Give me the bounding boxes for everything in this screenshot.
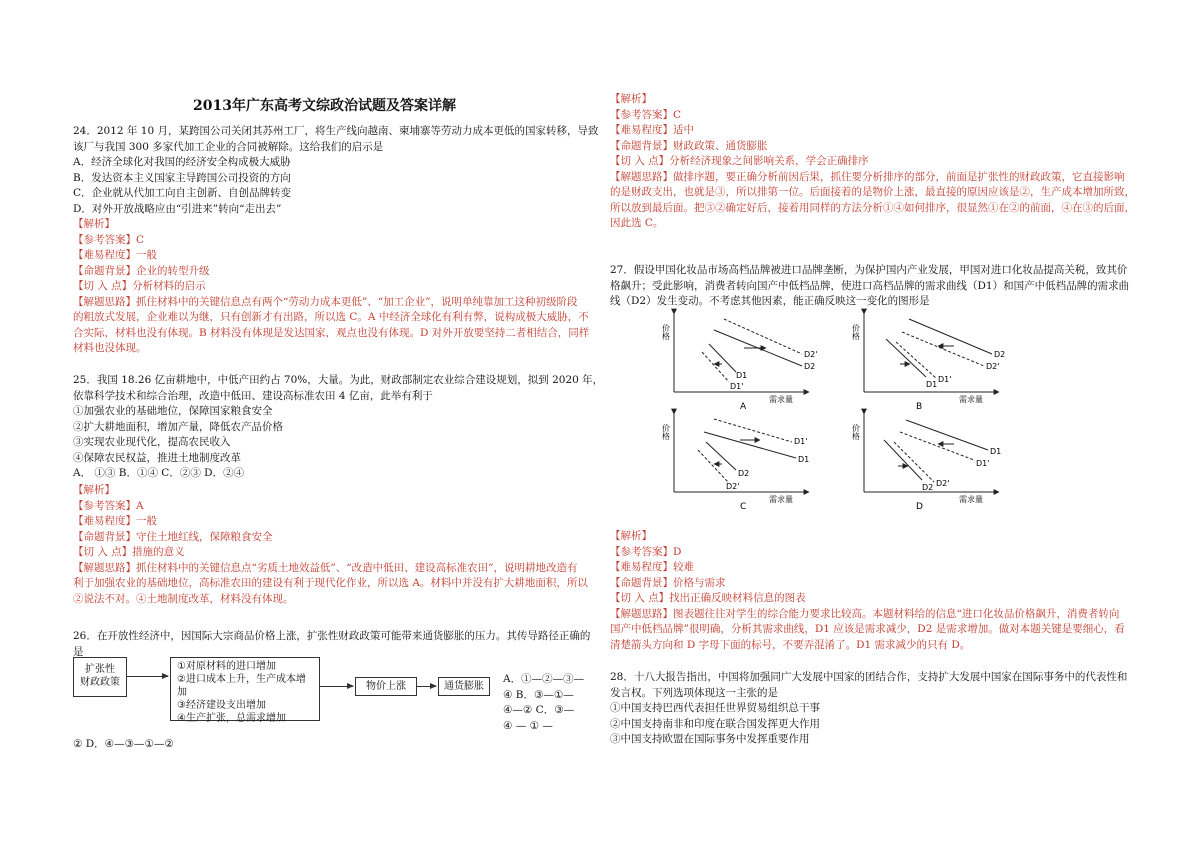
flow-start-line1: 扩张性 — [85, 664, 115, 675]
graph-c-ylabel: 价格 — [661, 424, 671, 440]
graph-d-curve-4: D2' — [936, 479, 950, 488]
text-line: ②说法不对。④土地制度改革，材料没有体现。 — [73, 592, 294, 605]
text-line: 合实际，材料也没有体现。B 材料没有体现是发达国家，观点也没有体现。D 对外开放要坚持二者相结合，同样 — [73, 326, 590, 339]
graph-b-curve-1: D2 — [994, 350, 1006, 359]
text-line: 【命题背景】财政政策、通货膨胀 — [610, 139, 768, 152]
flow-mid-label: 物价上涨 — [366, 681, 406, 692]
graph-d-curve-3: D2 — [922, 483, 934, 492]
text-line: 发言权。下列选项体现这一主张的是 — [610, 686, 778, 699]
flow-start-box — [73, 657, 127, 697]
text-line: 【参考答案】C — [73, 233, 145, 246]
text-line: 依靠科学技术和综合治理，改造中低田、建设高标准农田 4 亿亩，此举有利于 — [73, 389, 433, 402]
graph-d-curve-2: D1' — [976, 459, 990, 468]
flow-item-2: ②进口成本上升，生产成本增加 — [177, 674, 306, 698]
text-line: 【解题思路】抓住材料中的关键信息点“劣质土地效益低”、“改造中低田、建设高标准农田”，说明耕地改造有 — [73, 561, 578, 574]
flow-end-label: 通货膨胀 — [444, 681, 484, 692]
text-line: ③中国支持欧盟在国际事务中发挥重要作用 — [610, 733, 810, 745]
graph-c-curve-4: D2' — [726, 482, 740, 491]
text-line: 所以放到最后面。把③②确定好后，接着用同样的方法分析①④如何排序，很显然①在②的前面，④在③的后面， — [610, 201, 1135, 214]
graph-d-xlabel: 需求量 — [959, 495, 983, 504]
text-line: 【参考答案】D — [610, 545, 682, 558]
flow-arrow-3 — [416, 686, 436, 687]
graph-d-ylabel: 价格 — [851, 424, 861, 440]
text-line: 的是财政支出，也就是③，所以排第一位。后面接着的是物价上涨，最直接的原因应该是②，生产成本增加所致， — [610, 186, 1135, 198]
flow-arrow-1 — [126, 676, 168, 677]
graph-a-curve-2: D2 — [804, 362, 816, 371]
text-line: 【切 入 点】措施的意义 — [73, 546, 185, 558]
graph-b-curve-4: D1' — [938, 375, 952, 384]
flow-mid-box — [355, 677, 417, 696]
graph-a-curve-1: D2' — [804, 350, 818, 359]
text-line: 28．十八大报告指出，中国将加强同广大发展中国家的团结合作，支持扩大发展中国家在国际事务中的代表性和 — [610, 671, 1128, 683]
text-line: 该厂与我国 300 多家代加工企业的合同被解除。这给我们的启示是 — [73, 140, 384, 153]
graph-b-curve-3: D1 — [926, 380, 938, 389]
text-line: 【难易程度】一般 — [73, 249, 157, 261]
text-line: 线（D2）发生变动。不考虑其他因素，能正确反映这一变化的图形是 — [610, 295, 930, 307]
text-line: 27．假设甲国化妆品市场高档品牌被进口品牌垄断，为保护国内产业发展，甲国对进口化妆品提高关税，致其价 — [610, 264, 1128, 276]
text-line: 24．2012 年 10 月，某跨国公司关闭其苏州工厂，将生产线向越南、柬埔寨等劳动力成本更低的国家转移，导致 — [73, 125, 599, 137]
text-line: ④ B．③—①— — [503, 688, 574, 701]
flow-item-3: ③经济建设支出增加 — [177, 700, 266, 711]
text-line: 是 — [73, 645, 84, 658]
text-line: 【解析】 — [73, 484, 115, 496]
graph-c-curve-3: D2 — [738, 469, 750, 478]
text-line: 【解析】 — [610, 93, 652, 105]
graph-b-ylabel: 价格 — [851, 324, 861, 340]
text-line: 25．我国 18.26 亿亩耕地中，中低产田约占 70%，大量。为此，财政部制定农业综合建设规划，拟到 2020 年， — [73, 374, 604, 386]
graph-c-xlabel: 需求量 — [769, 495, 793, 504]
text-line: 国产中低档品牌”很明确，分析其需求曲线，D1 应该是需求减少，D2 是需求增加。做对本题关键是要细心，看 — [610, 623, 1125, 635]
graph-d — [852, 414, 1002, 512]
text-line: 【命题背景】企业的转型升级 — [73, 264, 210, 277]
flow-start-line2: 财政政策 — [80, 677, 120, 688]
graph-c-label: C — [740, 502, 747, 512]
text-line: 【参考答案】C — [610, 108, 682, 121]
graph-a — [662, 314, 818, 412]
text-line: 【切 入 点】找出正确反映材料信息的图表 — [610, 592, 806, 604]
text-line: 【切 入 点】分析材料的启示 — [73, 280, 206, 292]
text-line: 26．在开放性经济中，因国际大宗商品价格上涨，扩张性财政政策可能带来通货膨胀的压力。其传导路径正确的 — [73, 630, 591, 642]
text-line: 【参考答案】A — [73, 499, 144, 512]
text-line: 【解题思路】做排序题，要正确分析前因后果，抓住要分析排序的部分，前面是扩张性的财政政策，它直接影响 — [610, 170, 1125, 183]
text-line: ①加强农业的基础地位，保障国家粮食安全 — [73, 405, 273, 417]
text-line: ④—② C．③— — [503, 704, 575, 716]
text-line: 【解题思路】抓住材料中的关键信息点有两个“劳动力成本更低”、“加工企业”，说明单纯靠加工这种初级阶段 — [73, 295, 578, 308]
graph-a-ylabel: 价格 — [661, 324, 671, 340]
text-line: ①中国支持巴西代表担任世界贸易组织总干事 — [610, 702, 820, 714]
text-line: 因此选 C。 — [610, 217, 664, 229]
text-line: 格飙升；受此影响，消费者转向国产中低档品牌，使进口高档品牌的需求曲线（D1）和国产中低档品牌的需求曲 — [610, 279, 1130, 292]
graph-c — [662, 414, 810, 512]
text-line: 【解析】 — [610, 530, 652, 542]
text-line: 【难易程度】适中 — [610, 124, 694, 136]
flow-end-box — [438, 677, 490, 696]
text-line: 材料也没体现。 — [73, 342, 147, 354]
text-line: 【命题背景】守住土地红线，保障粮食安全 — [73, 530, 273, 543]
graph-d-label: D — [916, 502, 923, 512]
flow-item-1: ①对原材料的进口增加 — [177, 661, 276, 672]
graph-d-curve-1: D1 — [990, 447, 1002, 456]
text-line: 的粗放式发展，企业难以为继，只有创新才有出路，所以选 C。A 中经济全球化有利有弊，说构成极大威胁，不 — [73, 311, 589, 323]
q26-last-option-line: ② D．④—③—①—② — [73, 738, 174, 750]
flow-items-box — [170, 657, 320, 724]
text-line: 【难易程度】一般 — [73, 515, 157, 527]
page-title: 2013年广东高考文综政治试题及答案详解 — [193, 98, 456, 114]
text-line: 【切 入 点】分析经济现象之间影响关系，学会正确排序 — [610, 155, 869, 167]
graph-a-xlabel: 需求量 — [769, 395, 793, 404]
graph-b-xlabel: 需求量 — [959, 395, 983, 404]
text-line: A．经济全球化对我国的经济安全构成极大威胁 — [73, 156, 291, 168]
graph-b-curve-2: D2' — [986, 362, 1000, 371]
text-line: 【难易程度】较难 — [610, 561, 694, 573]
text-line: A．①—②—③— — [503, 673, 585, 685]
graph-c-curve-1: D1' — [794, 437, 808, 446]
graph-a-curve-3: D1 — [736, 371, 748, 380]
q27-graphs — [661, 312, 1024, 512]
text-line: ②扩大耕地面积，增加产量，降低农产品价格 — [73, 420, 283, 433]
graph-b-label: B — [916, 402, 923, 412]
text-line: D．对外开放战略应由“引进来”转向“走出去” — [73, 202, 282, 215]
text-line: ④ — ① — — [503, 719, 553, 732]
text-line: B．发达资本主义国家主导跨国公司投资的方向 — [73, 171, 291, 184]
graph-a-label: A — [740, 402, 747, 412]
flow-arrow-2 — [319, 686, 353, 687]
text-line: 【解题思路】图表题往往对学生的综合能力要求比较高。本题材料给的信息“进口化妆品价格飙升，消费者转向 — [610, 607, 1120, 620]
text-line: 清楚箭头方向和 D 字母下面的标号，不要弄混淆了。D1 需求减少的只有 D。 — [610, 638, 971, 651]
text-line: A． ①③ B．①④ C．②③ D．②④ — [73, 467, 245, 479]
graph-b — [852, 314, 1006, 412]
graph-a-curve-4: D1' — [730, 382, 744, 391]
text-line: 【命题背景】价格与需求 — [610, 576, 726, 589]
text-line: 利于加强农业的基础地位，高标准农田的建设有利于现代化作业，所以选 A。材料中并没有扩大耕地面积，所以 — [73, 577, 588, 589]
text-line: C．企业就从代加工向自主创新、自创品牌转变 — [73, 187, 292, 199]
graph-c-curve-2: D1 — [798, 455, 810, 464]
text-line: ③实现农业现代化，提高农民收入 — [73, 436, 231, 448]
text-line: 【解析】 — [73, 218, 115, 230]
flow-item-4: ④生产扩张，总需求增加 — [177, 713, 286, 724]
text-line: ②中国支持南非和印度在联合国发挥更大作用 — [610, 717, 820, 730]
text-line: ④保障农民权益，推进土地制度改革 — [73, 451, 241, 464]
